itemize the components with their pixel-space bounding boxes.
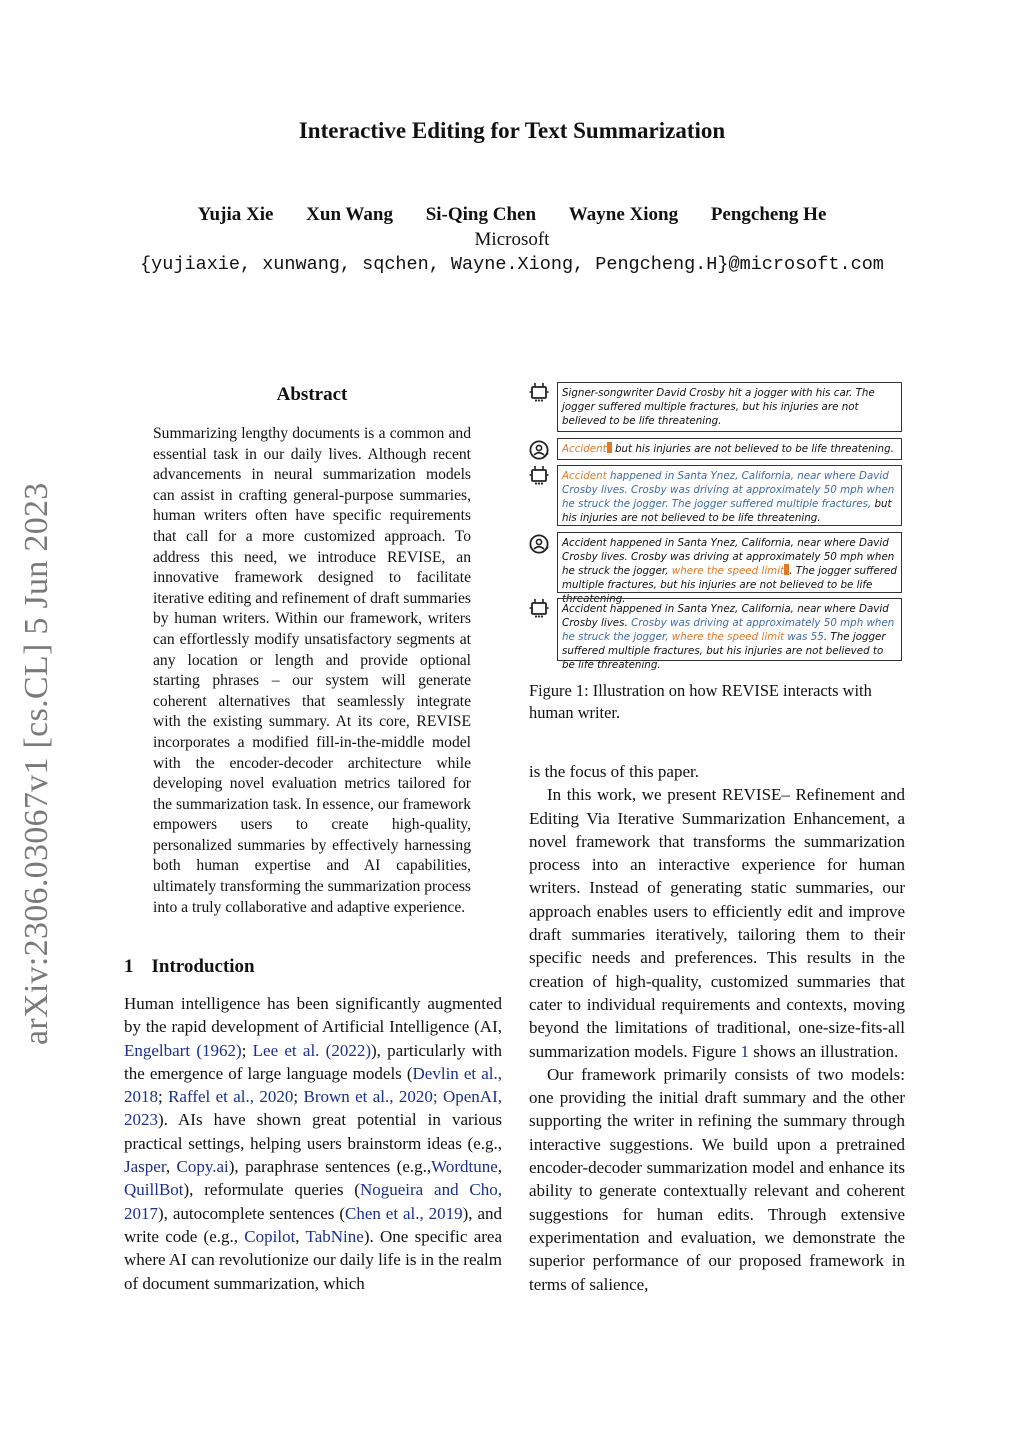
figure-row: [529, 382, 905, 432]
figure-caption: Figure 1: Illustration on how REVISE interacts with human writer.: [529, 681, 872, 722]
section-heading: [124, 956, 255, 978]
generated-text: happened in Santa Ynez, California, near where David Crosby lives. Crosby was driving at approximately 50 mph when he struck the jogger. The jogger suffered multiple fractures,: [562, 470, 895, 510]
text-run: ;: [158, 1087, 169, 1107]
author-list: [0, 204, 1024, 226]
text-run: ;: [293, 1087, 304, 1107]
section-title: Introduction: [151, 956, 255, 977]
abstract-text: Summarizing lengthy documents is a common and essential task in our daily lives. Although recent advancements in neural summarization models can assist in crafting general-purpose summaries, human writers often have specific requirements that call for a more customized approach. To address this need, we introduce REVISE, an innovative framework designed to facilitate iterative editing and refinement of draft summaries by human writers. Within our framework, writers can effortlessly modify unsatisfactory segments at any location or length and provide optional starting phrases – our system will generate coherent alternatives that seamlessly integrate with the existing summary. At its core, REVISE incorporates a modified fill-in-the-middle model with the encoder-decoder architecture while developing novel evaluation metrics tailored for the summarization task. In essence, our framework empowers users to create high-quality, personalized summaries by effectively harnessing both human expertise and AI capabilities, ultimately transforming the summarization process into a truly collaborative and adaptive experience.: [153, 425, 471, 916]
citation-link[interactable]: Devlin et al., 2018: [124, 1063, 503, 1107]
citation-link[interactable]: Engelbart (1962): [124, 1040, 242, 1060]
text-run: shows an illustration.: [749, 1041, 899, 1061]
kept-text: Accident happened in Santa Ynez, California, near where David Crosby lives.: [562, 603, 889, 629]
text-run: ), paraphrase sentences (e.g.,: [228, 1157, 432, 1177]
generated-text: was 55: [784, 631, 824, 643]
text-run: ), autocomplete sentences (: [158, 1203, 345, 1223]
text-run: In this work, we present REVISE– Refinement and Editing Via Iterative Summarization Enhancement, a novel framework that transforms the summarization process into an interactive experience for human writers. Instead of generating static summaries, our approach enables users to efficiently edit and improve draft summaries iteratively, tailoring them to their specific needs and preferences. This results in the creation of high-quality, customized summaries that cater to individual requirements and contexts, moving beyond the limitations of traditional, one-size-fits-all summarization models. Figure: [529, 785, 905, 1061]
citation-link[interactable]: Copy.ai: [176, 1157, 229, 1177]
kept-text: . The jogger suffered multiple fractures, but his injuries are not believed to be life threatening.: [562, 565, 897, 605]
citation-link[interactable]: Lee et al. (2022): [252, 1040, 371, 1060]
author-name: Si-Qing Chen: [425, 204, 537, 225]
text-run: ,: [295, 1226, 306, 1246]
summary-box: [557, 465, 902, 526]
kept-text: Accident happened in Santa Ynez, California, near where David Crosby lives. Crosby was driving at approximately 50 mph when he struck the jogger,: [562, 537, 895, 577]
citation-link[interactable]: Raffel et al., 2020: [168, 1087, 294, 1107]
text-run: ). One specific area where AI can revolutionize our daily life is in the realm of document summarization, which: [124, 1226, 502, 1293]
paragraph: [529, 783, 905, 1063]
robot-icon: [529, 465, 549, 487]
user-prefix-text: where the speed limit: [671, 631, 785, 643]
citation-link[interactable]: Nogueira and Cho, 2017: [124, 1180, 502, 1223]
citation-link[interactable]: Brown et al., 2020; OpenAI, 2023: [124, 1087, 502, 1130]
text-run: ), particularly with the emergence of large language models (: [124, 1040, 502, 1083]
author-emails: {yujiaxie, xunwang, sqchen, Wayne.Xiong, Pengcheng.H}@microsoft.com: [140, 254, 884, 275]
user-edit-icon: [529, 533, 549, 555]
author-name: Wayne Xiong: [568, 204, 679, 225]
text-run: ;: [241, 1040, 253, 1060]
user-prefix-text: Accident: [562, 470, 607, 482]
arxiv-identifier: arXiv:2306.03067v1 [cs.CL] 5 Jun 2023: [18, 482, 55, 1045]
kept-text: but his injuries are not believed to be life threatening.: [562, 498, 892, 524]
kept-text: but his injuries are not believed to be life threatening.: [611, 443, 894, 455]
user-prefix-text: Accident: [562, 443, 607, 455]
citation-link[interactable]: Wordtune: [431, 1157, 498, 1177]
text-run: ,: [497, 1157, 503, 1177]
figure-row: [529, 532, 905, 605]
summary-box: [557, 598, 902, 671]
edit-box: [557, 438, 902, 460]
figure-ref-link[interactable]: 1: [740, 1041, 750, 1061]
section-number: 1: [124, 956, 134, 977]
edit-box: [557, 532, 902, 605]
affiliation: Microsoft: [474, 229, 550, 250]
citation-link[interactable]: Jasper: [124, 1157, 166, 1177]
right-column-body: [529, 760, 905, 1296]
robot-icon: [529, 598, 549, 620]
intro-paragraph: [124, 992, 502, 1295]
citation-link[interactable]: TabNine: [305, 1226, 364, 1246]
author-name: Pengcheng He: [710, 204, 827, 225]
citation-link[interactable]: Copilot: [244, 1226, 296, 1246]
text-run: ), reformulate queries (: [183, 1180, 360, 1200]
figure-row: [529, 598, 905, 671]
author-name: Xun Wang: [306, 204, 393, 225]
citation-link[interactable]: QuillBot: [124, 1180, 184, 1200]
user-edit-icon: [529, 439, 549, 461]
figure-row: [529, 465, 905, 526]
paragraph: is the focus of this paper.: [529, 762, 699, 781]
kept-text: . The jogger suffered multiple fractures, but his injuries are not believed to be life threatening.: [562, 631, 886, 671]
abstract-heading: Abstract: [276, 384, 348, 405]
figure-row: [529, 438, 905, 460]
robot-icon: [529, 382, 549, 404]
paragraph: Our framework primarily consists of two models: one providing the initial draft summary and the other supporting the writer in refining the summary through interactive suggestions. We build upon a pretrained encoder-decoder summarization model and enhance its ability to generate contextually relevant and coherent suggestions for human edits. Through extensive experimentation and evaluation, we demonstrate the superior performance of our proposed framework in terms of salience,: [529, 1064, 905, 1294]
paper-title: Interactive Editing for Text Summarization: [298, 118, 726, 143]
citation-link[interactable]: Chen et al., 2019: [345, 1203, 463, 1223]
user-prefix-text: where the speed limit: [671, 565, 785, 577]
generated-text: Crosby was driving at approximately 50 mph when he struck the jogger,: [562, 617, 895, 643]
summary-box: Signer-songwriter David Crosby hit a jogger with his car. The jogger suffered multiple fractures, but his injuries are not believed to be life threatening.: [557, 382, 902, 432]
text-run: Human intelligence has been significantly augmented by the rapid development of Artificial Intelligence (AI,: [124, 994, 502, 1037]
text-run: ). AIs have shown great potential in various practical settings, helping users brainstorm ideas (e.g.,: [124, 1110, 502, 1153]
text-run: ,: [165, 1157, 177, 1177]
text-run: ), and write code (e.g.,: [124, 1203, 502, 1246]
author-name: Yujia Xie: [197, 204, 274, 225]
